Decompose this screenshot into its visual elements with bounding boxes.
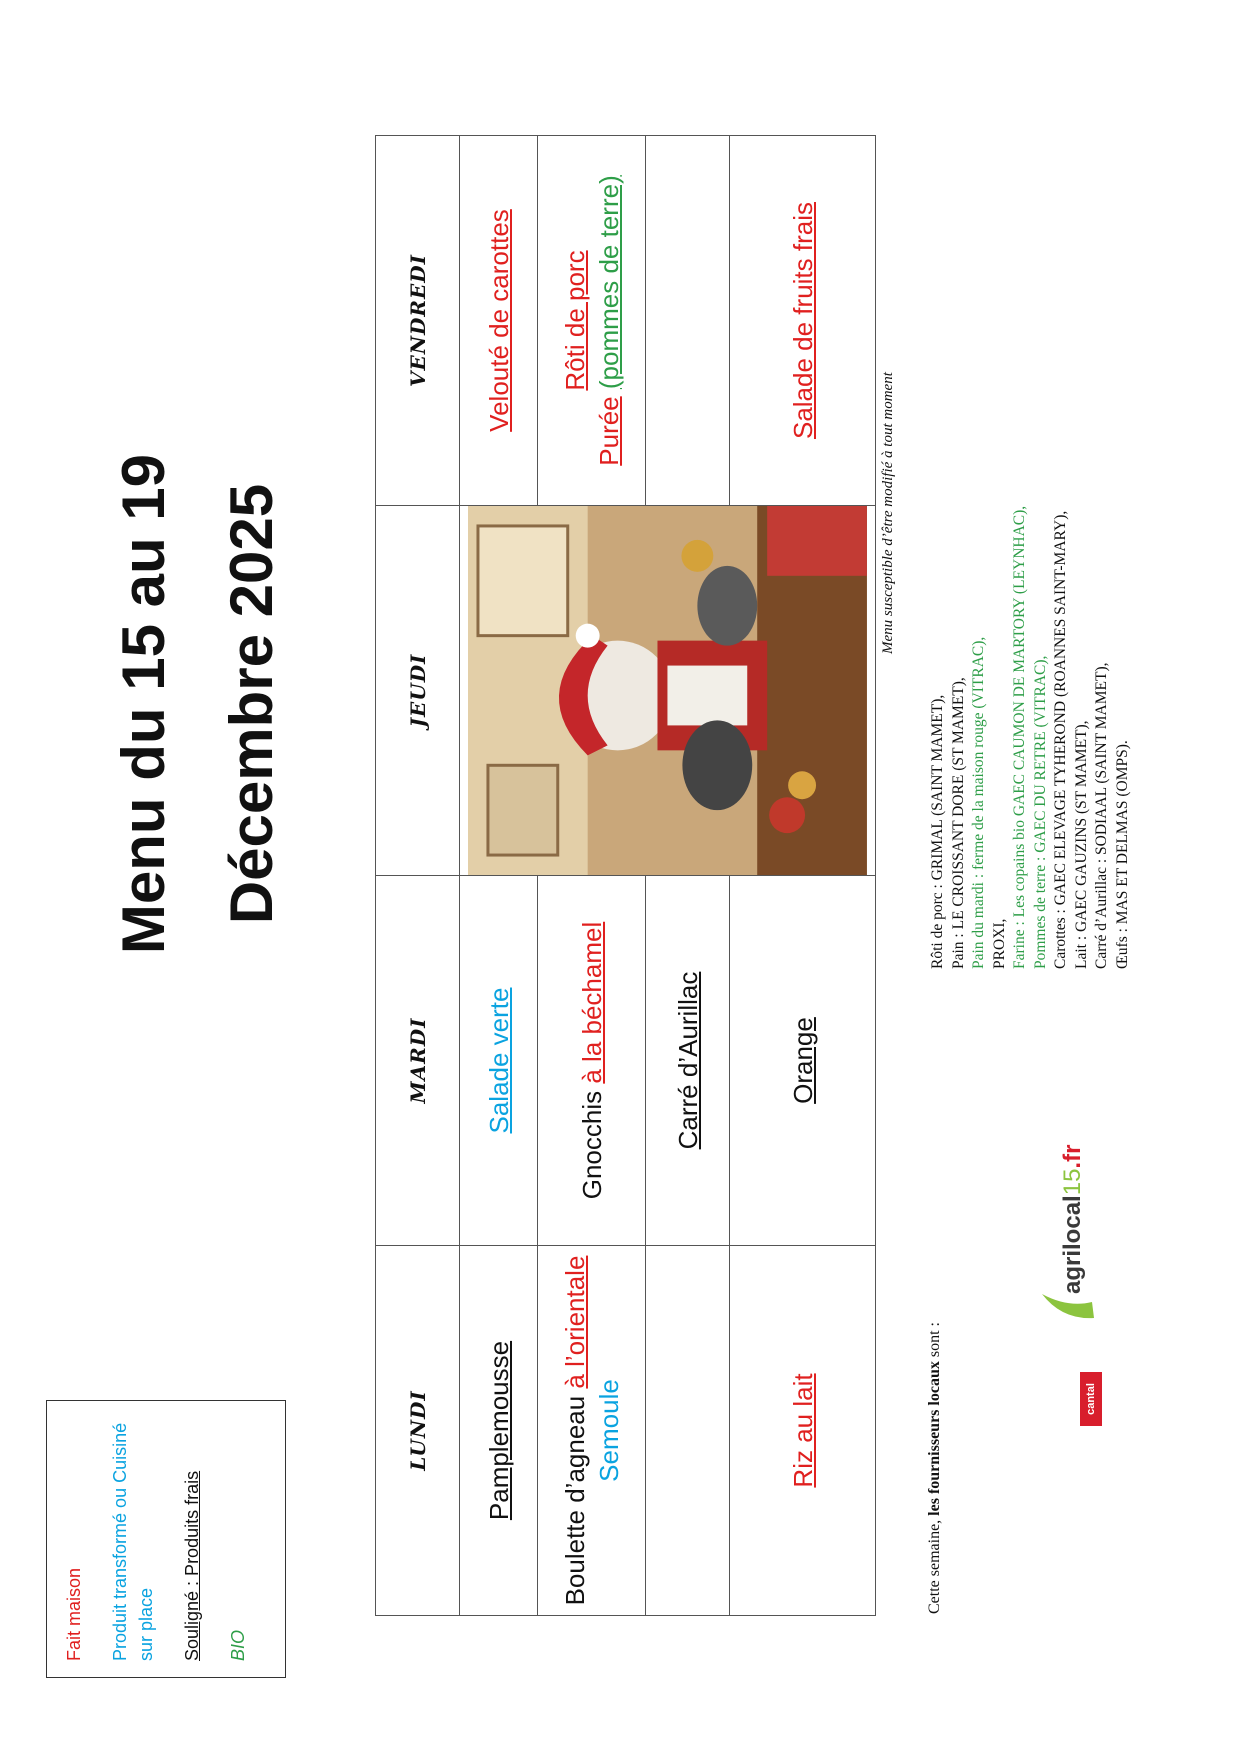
agrilocal-num: 15 xyxy=(1059,1168,1086,1196)
lundi-plat xyxy=(538,1246,646,1616)
supplier-item: Lait : GAEC GAUZINS (ST MAMET), xyxy=(1072,720,1090,969)
legend-souligne: Souligné : Produits frais xyxy=(182,1470,202,1661)
mardi-entree xyxy=(460,876,538,1246)
table-row-days xyxy=(376,136,460,1616)
vendredi-plat xyxy=(538,136,646,506)
lundi-dessert-text: Riz au lait xyxy=(787,1373,818,1488)
christmas-image-cell xyxy=(460,506,876,876)
mardi-plat-part-2: à la béchamel xyxy=(576,921,607,1084)
mardi-entree-text: Salade verte xyxy=(483,987,514,1134)
day-header-lundi: LUNDI xyxy=(376,1246,460,1616)
day-header-mardi: MARDI xyxy=(376,876,460,1246)
lundi-fromage xyxy=(646,1246,730,1616)
title-line-1: Menu du 15 au 19 xyxy=(110,453,177,955)
table-row-entree xyxy=(460,136,538,1616)
table-row-dessert xyxy=(730,136,876,1616)
table-row-fromage xyxy=(646,136,730,1616)
page-title xyxy=(90,254,306,1154)
title-line-2: Décembre 2025 xyxy=(218,483,285,925)
legend-box xyxy=(46,1400,286,1678)
supplier-item: Pain du mardi : ferme de la maison rouge (VITRAC), xyxy=(970,636,987,969)
suppliers-list xyxy=(928,69,1133,969)
legend-fait-maison: Fait maison xyxy=(64,1567,84,1661)
vendredi-entree xyxy=(460,136,538,506)
santa-cook-image xyxy=(468,506,867,875)
agrilocal-leaf-icon xyxy=(1042,1294,1094,1318)
lundi-plat-part-1: Boulette d’agneau xyxy=(559,1388,590,1606)
legend-produit-transforme: Produit transformé ou Cuisiné sur place xyxy=(110,1422,156,1661)
agrilocal-text: agrilocal xyxy=(1059,1195,1086,1294)
suppliers-intro xyxy=(926,1322,944,1614)
supplier-item: PROXI, xyxy=(990,918,1008,969)
lundi-dessert xyxy=(730,1246,876,1616)
supplier-item: Farine : Les copains bio GAEC CAUMON DE MARTORY (LEYNHAC), xyxy=(1011,505,1028,969)
day-header-jeudi: JEUDI xyxy=(376,506,460,876)
cantal-logo: cantal xyxy=(1080,1372,1102,1426)
supplier-item: Pain : LE CROISSANT DORE (ST MAMET), xyxy=(949,677,967,969)
lundi-entree-text: Pamplemousse xyxy=(483,1340,514,1521)
agrilocal-tld: .fr xyxy=(1059,1144,1086,1169)
day-header-vendredi: VENDREDI xyxy=(376,136,460,506)
vendredi-plat-part-3: (pommes de terre) xyxy=(593,175,624,390)
vendredi-plat-part-2: Purée xyxy=(593,396,624,466)
mardi-plat-part-1: Gnocchis xyxy=(576,1083,607,1200)
agrilocal-logo xyxy=(1032,1144,1102,1324)
svg-text:agrilocal15.fr xyxy=(1059,1145,1086,1294)
supplier-item: Carré d’Aurillac : SODIAAL (SAINT MAMET), xyxy=(1093,662,1110,969)
supplier-item: Rôti de porc : GRIMAL (SAINT MAMET), xyxy=(929,694,946,969)
mardi-plat xyxy=(538,876,646,1246)
mardi-fromage-text: Carré d’Aurillac xyxy=(672,971,703,1150)
suppliers-intro-part-1: Cette semaine, xyxy=(926,1515,943,1614)
table-row-plat xyxy=(538,136,646,1616)
supplier-item: Œufs : MAS ET DELMAS (OMPS). xyxy=(1113,740,1131,969)
mardi-fromage xyxy=(646,876,730,1246)
menu-note: Menu susceptible d’être modifié à tout moment xyxy=(880,372,896,654)
suppliers-intro-part-2: sont : xyxy=(926,1322,943,1362)
lundi-plat-part-3: Semoule xyxy=(593,1379,624,1482)
vendredi-plat-part-1: Rôti de porc xyxy=(559,250,590,391)
suppliers-intro-bold: les fournisseurs locaux xyxy=(926,1361,943,1516)
menu-table xyxy=(375,135,876,1616)
mardi-dessert xyxy=(730,876,876,1246)
supplier-item: Carottes : GAEC ELEVAGE TYHEROND (ROANNES SAINT-MARY), xyxy=(1052,510,1069,969)
supplier-item: Pommes de terre : GAEC DU RETRE (VITRAC), xyxy=(1031,655,1049,969)
lundi-entree xyxy=(460,1246,538,1616)
vendredi-entree-text: Velouté de carottes xyxy=(483,209,514,432)
vendredi-fromage xyxy=(646,136,730,506)
mardi-dessert-text: Orange xyxy=(787,1017,818,1104)
vendredi-dessert-text: Salade de fruits frais xyxy=(787,202,818,440)
lundi-plat-part-2: à l’orientale xyxy=(559,1255,590,1389)
vendredi-dessert xyxy=(730,136,876,506)
legend-bio: BIO xyxy=(228,1629,248,1661)
